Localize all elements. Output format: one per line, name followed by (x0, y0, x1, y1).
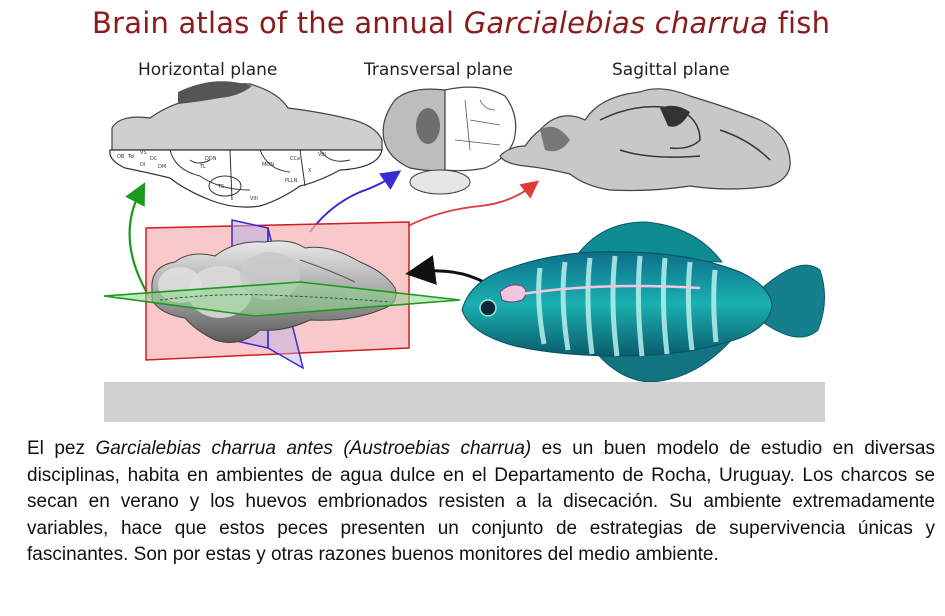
description-species: Garcialebias charrua antes (Austroebias charrua) (95, 438, 532, 459)
atlas-label: Tel (128, 154, 135, 160)
atlas-label: VIII (318, 152, 326, 158)
atlas-label: TS (218, 184, 225, 190)
horizontal-plane-label: Horizontal plane (138, 60, 278, 80)
sagittal-plane-label: Sagittal plane (612, 60, 730, 80)
title-species: Garcialebias charrua (463, 6, 769, 40)
atlas-label: MON (262, 162, 274, 168)
title-before: Brain atlas of the annual (92, 6, 464, 40)
description-body: es un buen modelo de estudio en diversas disciplinas, habita en ambientes de agua dulce en el Departamento de Rocha, Uruguay. Los charcos se secan en verano y los huevos embrionados resisten a la disecación. Su ambiente extremadamente variables, hace que estos peces presenten un conjunto de estrategias de supervivencia únicas y fascinantes. Son por estas y otras razones buenos monitores del medio ambiente. (27, 438, 935, 565)
title-after: fish (768, 6, 831, 40)
atlas-label: VS (140, 150, 147, 156)
fish-illustration (462, 222, 825, 382)
brain-3d-model (104, 220, 460, 368)
atlas-label: Dl (140, 162, 146, 168)
transversal-atlas-section (383, 87, 516, 194)
atlas-label: DC (150, 156, 158, 162)
fish-eye (480, 300, 496, 316)
atlas-label: X (308, 168, 312, 174)
description-intro: El pez (27, 438, 96, 459)
atlas-label: OB (117, 154, 125, 160)
atlas-label: PLLN (285, 178, 298, 184)
description-paragraph (27, 436, 935, 569)
transversal-section-bottom (410, 170, 470, 194)
sagittal-atlas-section (500, 89, 790, 191)
atlas-label: TL (200, 164, 206, 170)
atlas-label: DM (158, 164, 167, 170)
grey-bar (104, 382, 825, 422)
atlas-label: VIII (250, 196, 258, 202)
atlas-label: CCe (290, 156, 301, 162)
horizontal-section-top (112, 84, 382, 150)
atlas-label: DDN (205, 156, 217, 162)
transversal-plane-label: Transversal plane (364, 60, 513, 80)
horizontal-atlas-section (110, 81, 382, 207)
